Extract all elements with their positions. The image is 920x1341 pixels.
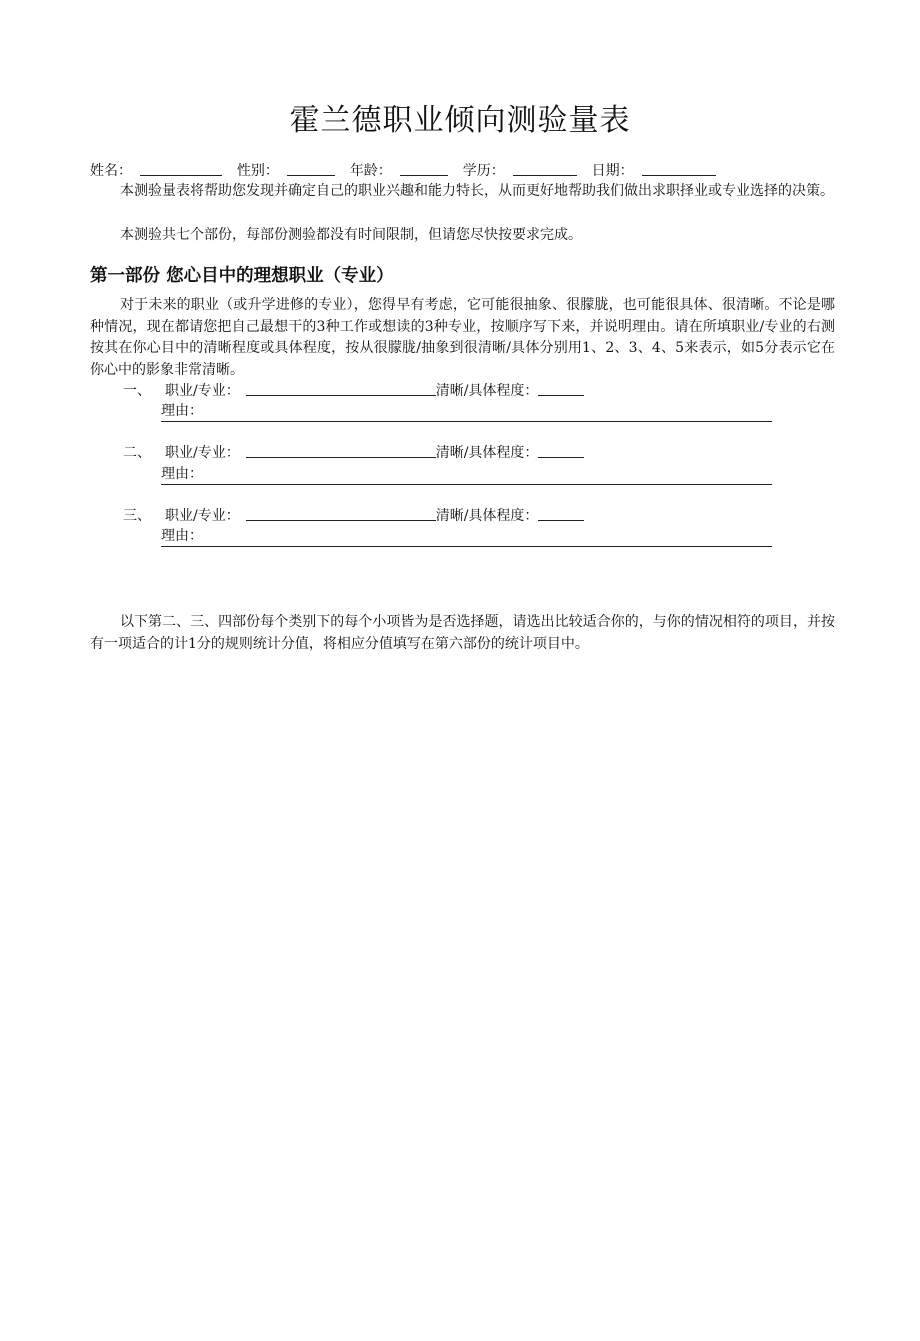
clarity-field[interactable] [538, 506, 584, 521]
personal-info-line [90, 160, 850, 182]
gender-label: 性别： [236, 163, 279, 179]
name-field[interactable] [140, 161, 222, 176]
section-1-instructions: 对于未来的职业（或升学进修的专业），您得早有考虑，它可能很抽象、很朦胧，也可能很具体、很清晰。不论是哪种情况，现在都请您把自己最想干的3种工作或想读的3种专业，按顺序写下来，并说明理由。请在所填职业/专业的右测按其在你心目中的清晰程度或具体程度，按从很朦胧/抽象到很清晰/具体分别用1、2、3、4、5来表示，如5分表示它在你心中的影象非常清晰。 [90, 297, 835, 378]
education-field[interactable] [513, 161, 577, 176]
choice-row-3 [123, 506, 823, 526]
intro-paragraph-2: 本测验共七个部份，每部份测验都没有时间限制，但请您尽快按要求完成。 [120, 227, 582, 243]
major-label: 职业/专业： [165, 445, 240, 461]
clarity-label: 清晰/具体程度： [435, 508, 539, 524]
major-label: 职业/专业： [165, 383, 240, 399]
date-label: 日期： [591, 163, 634, 179]
document-title: 霍兰德职业倾向测验量表 [289, 103, 631, 138]
clarity-label: 清晰/具体程度： [435, 445, 539, 461]
age-label: 年龄： [349, 163, 392, 179]
date-field[interactable] [642, 161, 716, 176]
major-label: 职业/专业： [165, 508, 240, 524]
intro-paragraph-1: 本测验量表将帮助您发现并确定自己的职业兴趣和能力特长，从而更好地帮助我们做出求职择业或专业选择的决策。 [120, 183, 834, 199]
education-label: 学历： [462, 163, 505, 179]
choice-number: 二、 [123, 445, 151, 461]
choice-row-2 [123, 443, 823, 463]
name-label: 姓名： [90, 163, 132, 179]
choice-number: 一、 [123, 383, 151, 399]
choice-row-1 [123, 381, 823, 401]
reason-field[interactable] [161, 464, 772, 485]
reason-label: 理由： [161, 403, 203, 419]
major-field[interactable] [246, 506, 436, 521]
age-field[interactable] [400, 161, 448, 176]
clarity-label: 清晰/具体程度： [435, 383, 539, 399]
major-field[interactable] [246, 381, 436, 396]
reason-field[interactable] [161, 401, 772, 422]
section-1-heading: 第一部份 您心目中的理想职业（专业） [90, 266, 394, 286]
reason-field[interactable] [161, 526, 772, 547]
choice-number: 三、 [123, 508, 151, 524]
clarity-field[interactable] [538, 443, 584, 458]
followup-paragraph: 以下第二、三、四部份每个类别下的每个小项皆为是否选择题，请选出比较适合你的，与你的情况相符的项目，并按有一项适合的计1分的规则统计分值，将相应分值填写在第六部份的统计项目中。 [90, 614, 835, 652]
reason-label: 理由： [161, 466, 203, 482]
reason-label: 理由： [161, 528, 203, 544]
clarity-field[interactable] [538, 381, 584, 396]
major-field[interactable] [246, 443, 436, 458]
gender-field[interactable] [287, 161, 335, 176]
